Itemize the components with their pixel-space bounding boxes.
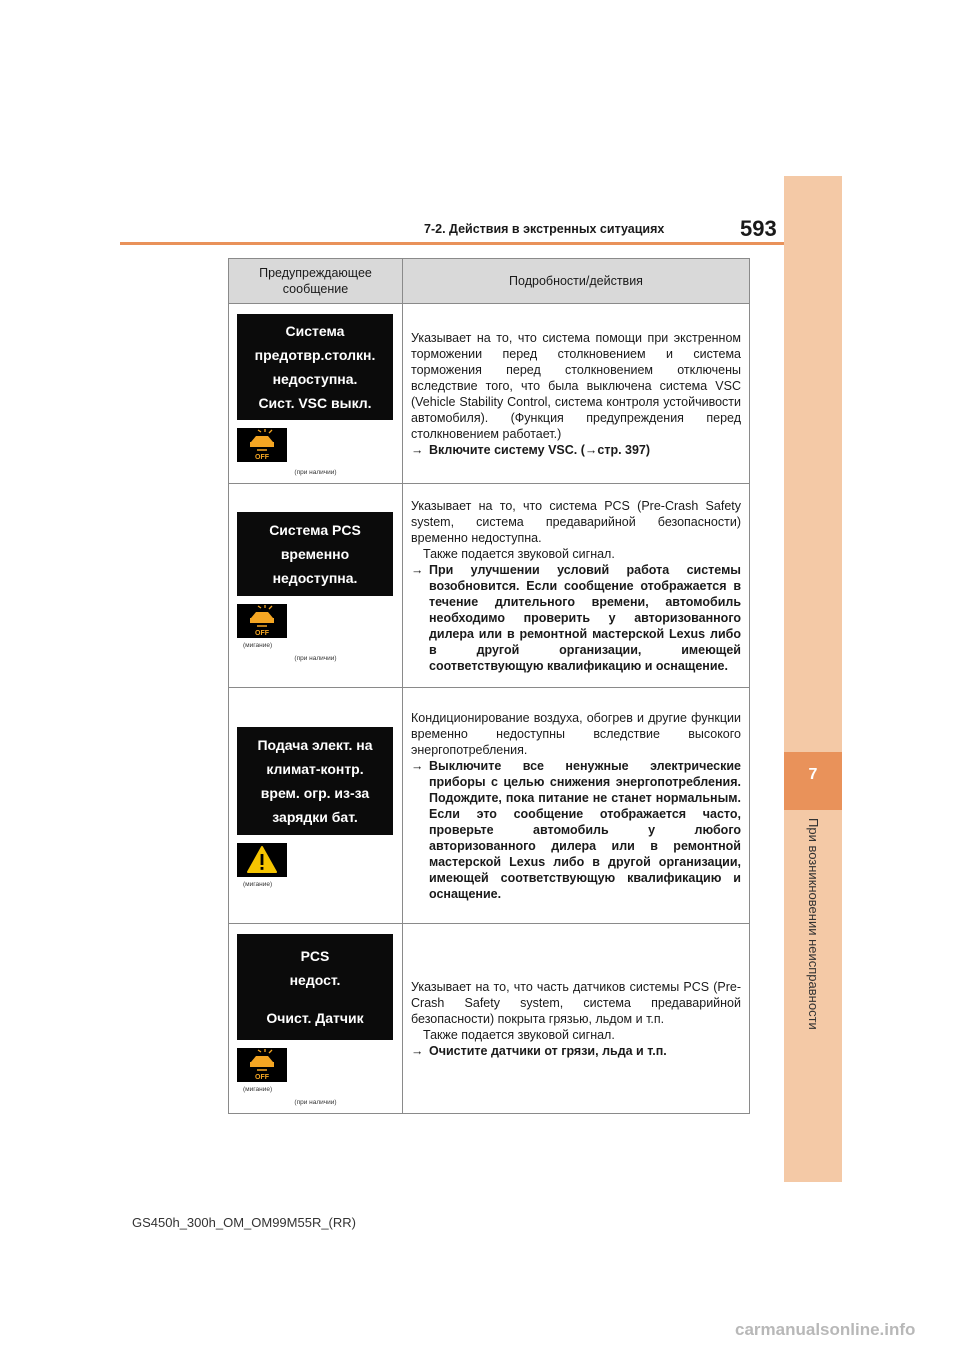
column-header-details: Подробности/действия [403, 259, 750, 304]
availability-note: (при наличии) [294, 1099, 337, 1106]
message-display [237, 727, 393, 835]
warning-triangle-icon [237, 843, 287, 877]
display-line: Система PCS [269, 522, 361, 538]
pcs-off-icon [237, 604, 287, 638]
message-display [237, 314, 393, 420]
header-rule [120, 242, 784, 245]
note: Также подается звуковой сигнал. [423, 1027, 615, 1042]
message-cell [229, 924, 403, 1114]
svg-text:OFF: OFF [255, 1074, 269, 1081]
message-display [237, 512, 393, 596]
arrow-icon: → [411, 1043, 424, 1058]
availability-note: (при наличии) [294, 655, 337, 662]
display-line: Подача элект. на [257, 736, 373, 753]
description: Указывает на то, что часть датчиков системы PCS (Pre-Crash Safety system, система предаварийной безопасности) покрыта грязью, льдом и т.п. [411, 979, 741, 1026]
action-item [411, 562, 741, 674]
message-cell [229, 484, 403, 688]
action-text: Включите систему VSC. (→стр. 397) [429, 442, 651, 457]
action-text: При улучшении условий работа системы возобновится. Если сообщение отображается в течение длительного времени, автомобиль необходимо проверить у авторизованного дилера или в ремонтной мастерской Lexus либо в другой организации, имеющей соответствующую квалификацию и оснащение. [429, 562, 741, 673]
arrow-icon: → [411, 562, 424, 577]
action-text: Очистите датчики от грязи, льда и т.п. [429, 1043, 667, 1058]
display-line: врем. огр. из-за [260, 784, 370, 801]
indicator-wrap [237, 604, 394, 640]
chapter-number: 7 [808, 766, 818, 783]
table-row [229, 484, 750, 688]
display-line: недоступна. [272, 570, 358, 586]
details-cell [403, 924, 750, 1114]
watermark: carmanualsonline.info [735, 1320, 916, 1339]
display-line: временно [280, 546, 350, 562]
flashing-note: (мигание) [243, 1086, 273, 1093]
message-cell [229, 688, 403, 924]
table-header-row [229, 259, 750, 304]
display-line: зарядки бат. [272, 808, 358, 825]
pcs-off-icon [237, 428, 287, 462]
section-title: 7-2. Действия в экстренных ситуациях [424, 222, 665, 236]
table-row [229, 304, 750, 484]
display-line: недост. [289, 972, 341, 988]
pcs-off-icon [237, 1048, 287, 1082]
message-cell [229, 304, 403, 484]
action-text: Выключите все ненужные электрические приборы с целью снижения энергопотребления. Подождите, пока питание не станет нормальным. Если это сообщение отображается часто, проверьте автомобиль у любого авторизованного дилера или в ремонтной мастерской Lexus либо в другой организации, имеющей соответствующую квалификацию и оснащение. [429, 758, 741, 901]
flashing-note: (мигание) [243, 642, 273, 649]
details-cell [403, 484, 750, 688]
flashing-note: (мигание) [243, 880, 273, 888]
details-cell [403, 304, 750, 484]
action-item [411, 1043, 741, 1059]
arrow-icon: → [411, 758, 424, 773]
indicator-wrap [237, 428, 394, 464]
column-header-message: Предупреждающее сообщение [229, 259, 403, 304]
indicator-wrap [237, 843, 394, 879]
display-line: Очист. Датчик [266, 1010, 364, 1026]
display-line [241, 992, 389, 1006]
note: Также подается звуковой сигнал. [423, 546, 615, 561]
model-code: GS450h_300h_OM_OM99M55R_(RR) [132, 1215, 356, 1230]
display-line: PCS [300, 948, 330, 964]
display-line: недоступна. [272, 371, 358, 387]
action-item [411, 442, 741, 458]
description: Кондиционирование воздуха, обогрев и другие функции временно недоступны вследствие высокого энергопотребления. [411, 710, 741, 757]
description: Указывает на то, что система PCS (Pre-Crash Safety system, система предаварийной безопасности) временно недоступна. [411, 498, 741, 545]
display-line: предотвр.столкн. [254, 347, 376, 363]
action-item [411, 758, 741, 902]
message-display [237, 934, 393, 1040]
indicator-wrap [237, 1048, 394, 1084]
svg-text:OFF: OFF [255, 630, 269, 637]
details-cell [403, 688, 750, 924]
description: Указывает на то, что система помощи при экстренном торможении перед столкновением и система торможения перед столкновением отключены вследствие того, что была выключена система VSC (Vehicle Stability Control, система контроля устойчивости автомобиля). (Функция предупреждения перед столкновением работает.) [411, 330, 741, 441]
display-line: Система [285, 323, 345, 339]
arrow-icon: → [411, 442, 424, 457]
svg-text:OFF: OFF [255, 454, 269, 461]
warning-message-table [228, 258, 750, 1114]
availability-note: (при наличии) [294, 469, 337, 476]
display-line: климат-контр. [266, 760, 364, 777]
page-number: 593 [740, 216, 777, 241]
table-row [229, 924, 750, 1114]
chapter-title: При возникновении неисправности [806, 818, 821, 1030]
table-row [229, 688, 750, 924]
display-line: Сист. VSC выкл. [258, 395, 372, 411]
